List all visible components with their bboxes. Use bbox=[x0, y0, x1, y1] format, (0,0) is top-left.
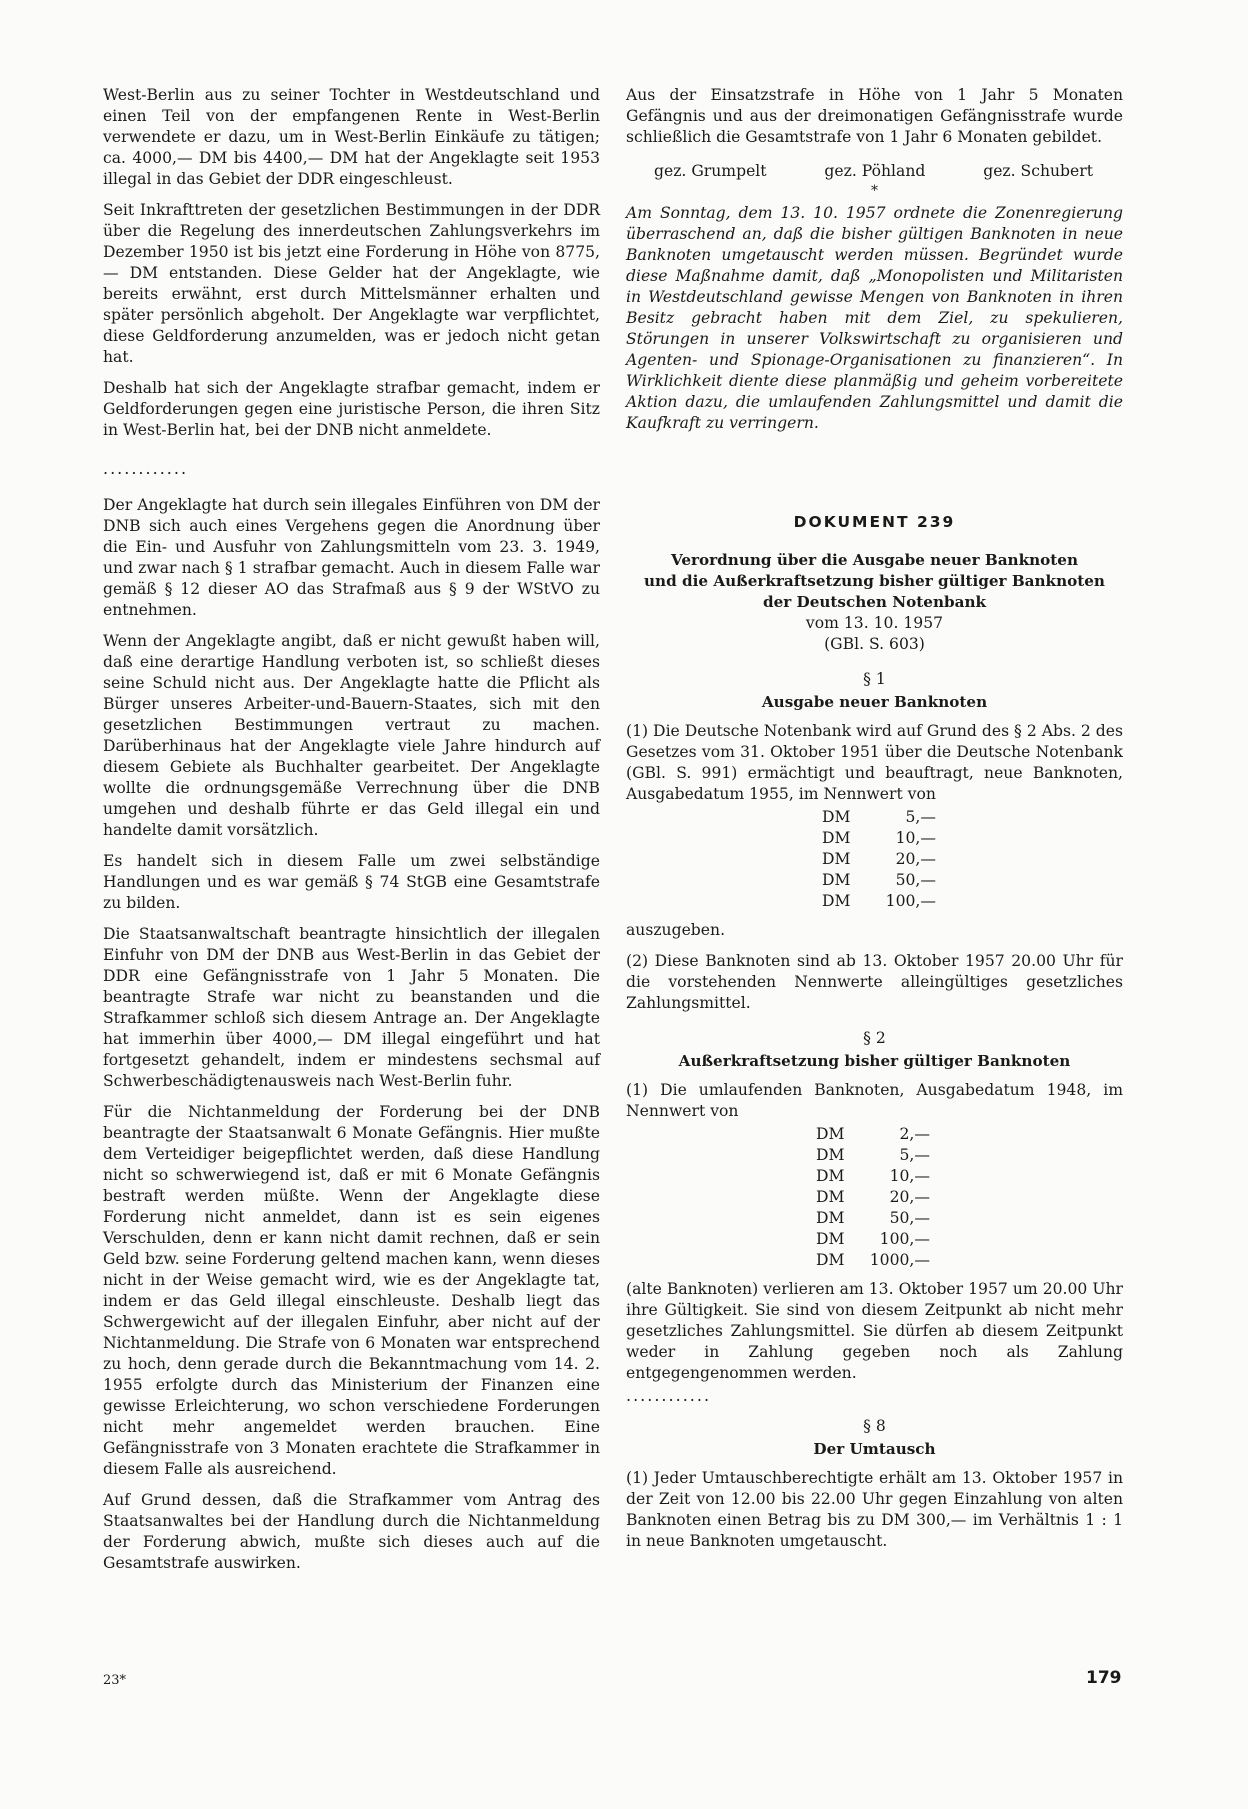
denomination-row bbox=[816, 1187, 1123, 1208]
ordinance-title: der Deutschen Notenbank bbox=[762, 593, 987, 611]
paragraph: (alte Banknoten) verlieren am 13. Oktober 1957 um 20.00 Uhr ihre Gültigkeit. Sie sind von diesem Zeitpunkt ab nicht mehr gesetzliches Zahlungsmittel. Sie dürfen ab diesem Zeitpunkt weder in Zahlung gegeben noch als Zahlung entgegengenommen werden. bbox=[626, 1280, 1123, 1382]
currency: DM bbox=[822, 871, 851, 889]
amount: 100,— bbox=[879, 1230, 930, 1248]
paragraph: (2) Diese Banknoten sind ab 13. Oktober 1957 20.00 Uhr für die vorstehenden Nennwerte alleingültiges gesetzliches Zahlungsmittel. bbox=[626, 952, 1123, 1012]
document-heading: DOKUMENT 239 bbox=[793, 513, 956, 531]
paragraph: Seit Inkrafttreten der gesetzlichen Bestimmungen in der DDR über die Regelung des innerdeutschen Zahlungsverkehrs im Dezember 1950 ist bis jetzt eine Forderung in Höhe von 8775,— DM entstanden. Diese Gelder hat der Angeklagte, wie bereits erwähnt, erst durch Mittelsmänner erhalten und später persönlich abgeholt. Der Angeklagte war verpflichtet, diese Geldforderung anzumelden, was er jedoch nicht getan hat. bbox=[103, 201, 600, 366]
amount: 100,— bbox=[885, 892, 936, 910]
denomination-row bbox=[816, 1166, 1123, 1187]
paragraph: Aus der Einsatzstrafe in Höhe von 1 Jahr 5 Monaten Gefängnis und aus der dreimonatigen Gefängnisstrafe wurde schließlich die Gesamtstrafe von 1 Jahr 6 Monaten gebildet. bbox=[626, 86, 1123, 146]
denomination-row bbox=[822, 828, 1123, 849]
currency: DM bbox=[816, 1167, 845, 1185]
amount: 5,— bbox=[899, 1146, 930, 1164]
amount: 10,— bbox=[889, 1167, 930, 1185]
paragraph: Der Angeklagte hat durch sein illegales Einführen von DM der DNB sich auch eines Vergehens gegen die Anordnung über die Ein- und Ausfuhr von Zahlungsmitteln vom 23. 3. 1949, und zwar nach § 1 strafbar gemacht. Auch in diesem Falle war gemäß § 12 dieser AO das Strafmaß aus § 9 der WStVO zu entnehmen. bbox=[103, 496, 600, 619]
currency: DM bbox=[816, 1146, 845, 1164]
denomination-row bbox=[816, 1208, 1123, 1229]
denomination-row bbox=[822, 870, 1123, 891]
section-star: * bbox=[871, 183, 878, 199]
currency: DM bbox=[822, 808, 851, 826]
denomination-row bbox=[822, 891, 1123, 912]
denomination-row bbox=[822, 849, 1123, 870]
currency: DM bbox=[816, 1188, 845, 1206]
paragraph: (1) Die Deutsche Notenbank wird auf Grund des § 2 Abs. 2 des Gesetzes vom 31. Oktober 1951 über die Deutsche Notenbank (GBl. S. 991) ermächtigt und beauftragt, neue Banknoten, Ausgabedatum 1955, im Nennwert von bbox=[626, 722, 1123, 803]
paragraph: Es handelt sich in diesem Falle um zwei selbständige Handlungen und es war gemäß § 74 StGB eine Gesamtstrafe zu bilden. bbox=[103, 852, 600, 912]
left-column bbox=[103, 85, 600, 1584]
denomination-row bbox=[816, 1250, 1123, 1271]
amount: 50,— bbox=[895, 871, 936, 889]
signature: gez. Grumpelt bbox=[654, 162, 767, 180]
ordinance-title: Verordnung über die Ausgabe neuer Banknoten bbox=[670, 551, 1079, 569]
section-number: § 1 bbox=[863, 670, 886, 688]
denomination-list bbox=[626, 1124, 1123, 1271]
amount: 20,— bbox=[895, 850, 936, 868]
denomination-row bbox=[816, 1229, 1123, 1250]
denomination-row bbox=[816, 1124, 1123, 1145]
section-title: Der Umtausch bbox=[813, 1440, 936, 1458]
section-title: Ausgabe neuer Banknoten bbox=[761, 693, 988, 711]
currency: DM bbox=[822, 829, 851, 847]
paragraph: West-Berlin aus zu seiner Tochter in Westdeutschland und einen Teil von der empfangenen Rente in West-Berlin verwendete er dazu, um in West-Berlin Einkäufe zu tätigen; ca. 4000,— DM bis 4400,— DM hat der Angeklagte seit 1953 illegal in das Gebiet der DDR eingeschleust. bbox=[103, 86, 600, 188]
signature-line bbox=[626, 158, 1123, 182]
section-number: § 8 bbox=[863, 1417, 886, 1435]
editorial-note bbox=[626, 203, 1123, 434]
amount: 50,— bbox=[889, 1209, 930, 1227]
ellipsis-separator: ............ bbox=[103, 459, 189, 478]
paragraph: Wenn der Angeklagte angibt, daß er nicht gewußt haben will, daß eine derartige Handlung verboten ist, so schließt dieses seine Schuld nicht aus. Der Angeklagte hatte die Pflicht als Bürger unseres Arbeiter-und-Bauern-Staates, sich mit den gesetzlichen Bestimmungen vertraut zu machen. Darüberhinaus hat der Angeklagte viele Jahre hindurch auf diesem Gebiete als Buchhalter gearbeitet. Der Angeklagte wollte die ordnungsgemäße Verrechnung über die DNB umgehen und deshalb führte er das Geld illegal ein und handelte damit vorsätzlich. bbox=[103, 632, 600, 839]
currency: DM bbox=[822, 850, 851, 868]
section-number: § 2 bbox=[863, 1029, 886, 1047]
currency: DM bbox=[816, 1209, 845, 1227]
signature: gez. Schubert bbox=[983, 162, 1093, 180]
paragraph: (1) Jeder Umtauschberechtigte erhält am 13. Oktober 1957 in der Zeit von 12.00 bis 22.00 Uhr gegen Einzahlung von alten Banknoten einen Betrag bis zu DM 300,— im Verhältnis 1 : 1 in neue Banknoten umgetauscht. bbox=[626, 1469, 1123, 1550]
amount: 2,— bbox=[899, 1125, 930, 1143]
ellipsis-separator: ............ bbox=[626, 1386, 712, 1405]
amount: 1000,— bbox=[869, 1251, 930, 1269]
paragraph: Die Staatsanwaltschaft beantragte hinsichtlich der illegalen Einfuhr von DM der DNB aus West-Berlin in das Gebiet der DDR eine Gefängnisstrafe von 1 Jahr 5 Monaten. Die beantragte Strafe war nicht zu beanstanden und die Strafkammer schloß sich diesem Antrage an. Der Angeklagte hat immerhin über 4000,— DM illegal eingeführt und hat fortgesetzt gehandelt, indem er mindestens sechsmal auf Schwerbeschädigtenausweis nach West-Berlin fuhr. bbox=[103, 925, 600, 1090]
ordinance-date: vom 13. 10. 1957 bbox=[805, 614, 944, 632]
signature: gez. Pöhland bbox=[824, 162, 926, 180]
signature-mark: 23* bbox=[103, 1673, 127, 1688]
denomination-list bbox=[626, 807, 1123, 912]
amount: 20,— bbox=[889, 1188, 930, 1206]
paragraph: auszugeben. bbox=[626, 921, 726, 939]
page-number: 179 bbox=[1086, 1668, 1122, 1688]
currency: DM bbox=[816, 1125, 845, 1143]
ordinance-source: (GBl. S. 603) bbox=[824, 635, 925, 653]
currency: DM bbox=[816, 1251, 845, 1269]
currency: DM bbox=[822, 892, 851, 910]
paragraph: Für die Nichtanmeldung der Forderung bei der DNB beantragte der Staatsanwalt 6 Monate Gefängnis. Hier mußte dem Verteidiger beigepflichtet werden, daß diese Handlung nicht so schwerwiegend ist, daß er mit 6 Monate Gefängnis bestraft werden müßte. Wenn der Angeklagte diese Forderung nicht anmeldet, dann ist es sein eigenes Verschulden, denn er kann nicht damit rechnen, daß er sein Geld bzw. seine Forderung geltend machen kann, wenn dieses nicht in der Weise gemacht wird, wie es der Angeklagte tat, indem er das Geld illegal einschleuste. Deshalb liegt das Schwergewicht auf der illegalen Einfuhr, aber nicht auf der Nichtanmeldung. Die Strafe von 6 Monaten war entsprechend zu hoch, denn gerade durch die Bekanntmachung vom 14. 2. 1955 erfolgte durch das Ministerium der Finanzen eine gewisse Erleichterung, wo schon verschiedene Forderungen nicht mehr angemeldet werden brauchen. Eine Gefängnisstrafe von 3 Monaten erachtete die Strafkammer in diesem Falle als ausreichend. bbox=[103, 1103, 600, 1478]
right-column bbox=[626, 85, 1123, 1562]
denomination-row bbox=[816, 1145, 1123, 1166]
ordinance-title: und die Außerkraftsetzung bisher gültiger Banknoten bbox=[644, 572, 1105, 590]
paragraph: Deshalb hat sich der Angeklagte strafbar gemacht, indem er Geldforderungen gegen eine juristische Person, die ihren Sitz in West-Berlin hat, bei der DNB nicht anmeldete. bbox=[103, 379, 600, 439]
currency: DM bbox=[816, 1230, 845, 1248]
paragraph: Auf Grund dessen, daß die Strafkammer vom Antrag des Staatsanwaltes bei der Handlung durch die Nichtanmeldung der Forderung abwich, mußte sich dieses auch auf die Gesamtstrafe auswirken. bbox=[103, 1491, 600, 1572]
denomination-row bbox=[822, 807, 1123, 828]
section-title: Außerkraftsetzung bisher gültiger Banknoten bbox=[678, 1052, 1071, 1070]
amount: 5,— bbox=[905, 808, 936, 826]
paragraph: (1) Die umlaufenden Banknoten, Ausgabedatum 1948, im Nennwert von bbox=[626, 1081, 1123, 1120]
italic-paragraph: Am Sonntag, dem 13. 10. 1957 ordnete die Zonenregierung überraschend an, daß die bisher gültigen Banknoten in neue Banknoten umgetauscht werden müssen. Begründet wurde diese Maßnahme damit, daß „Monopolisten und Militaristen in Westdeutschland gewisse Mengen von Banknoten in ihren Besitz gebracht haben mit dem Ziel, zu spekulieren, Störungen in unserer Volkswirtschaft zu organisieren und Agenten- und Spionage-Organisationen zu finanzieren“. In Wirklichkeit diente diese planmäßig und geheim vorbereitete Aktion dazu, die umlaufenden Zahlungsmittel und damit die Kaufkraft zu verringern. bbox=[626, 204, 1123, 432]
amount: 10,— bbox=[895, 829, 936, 847]
